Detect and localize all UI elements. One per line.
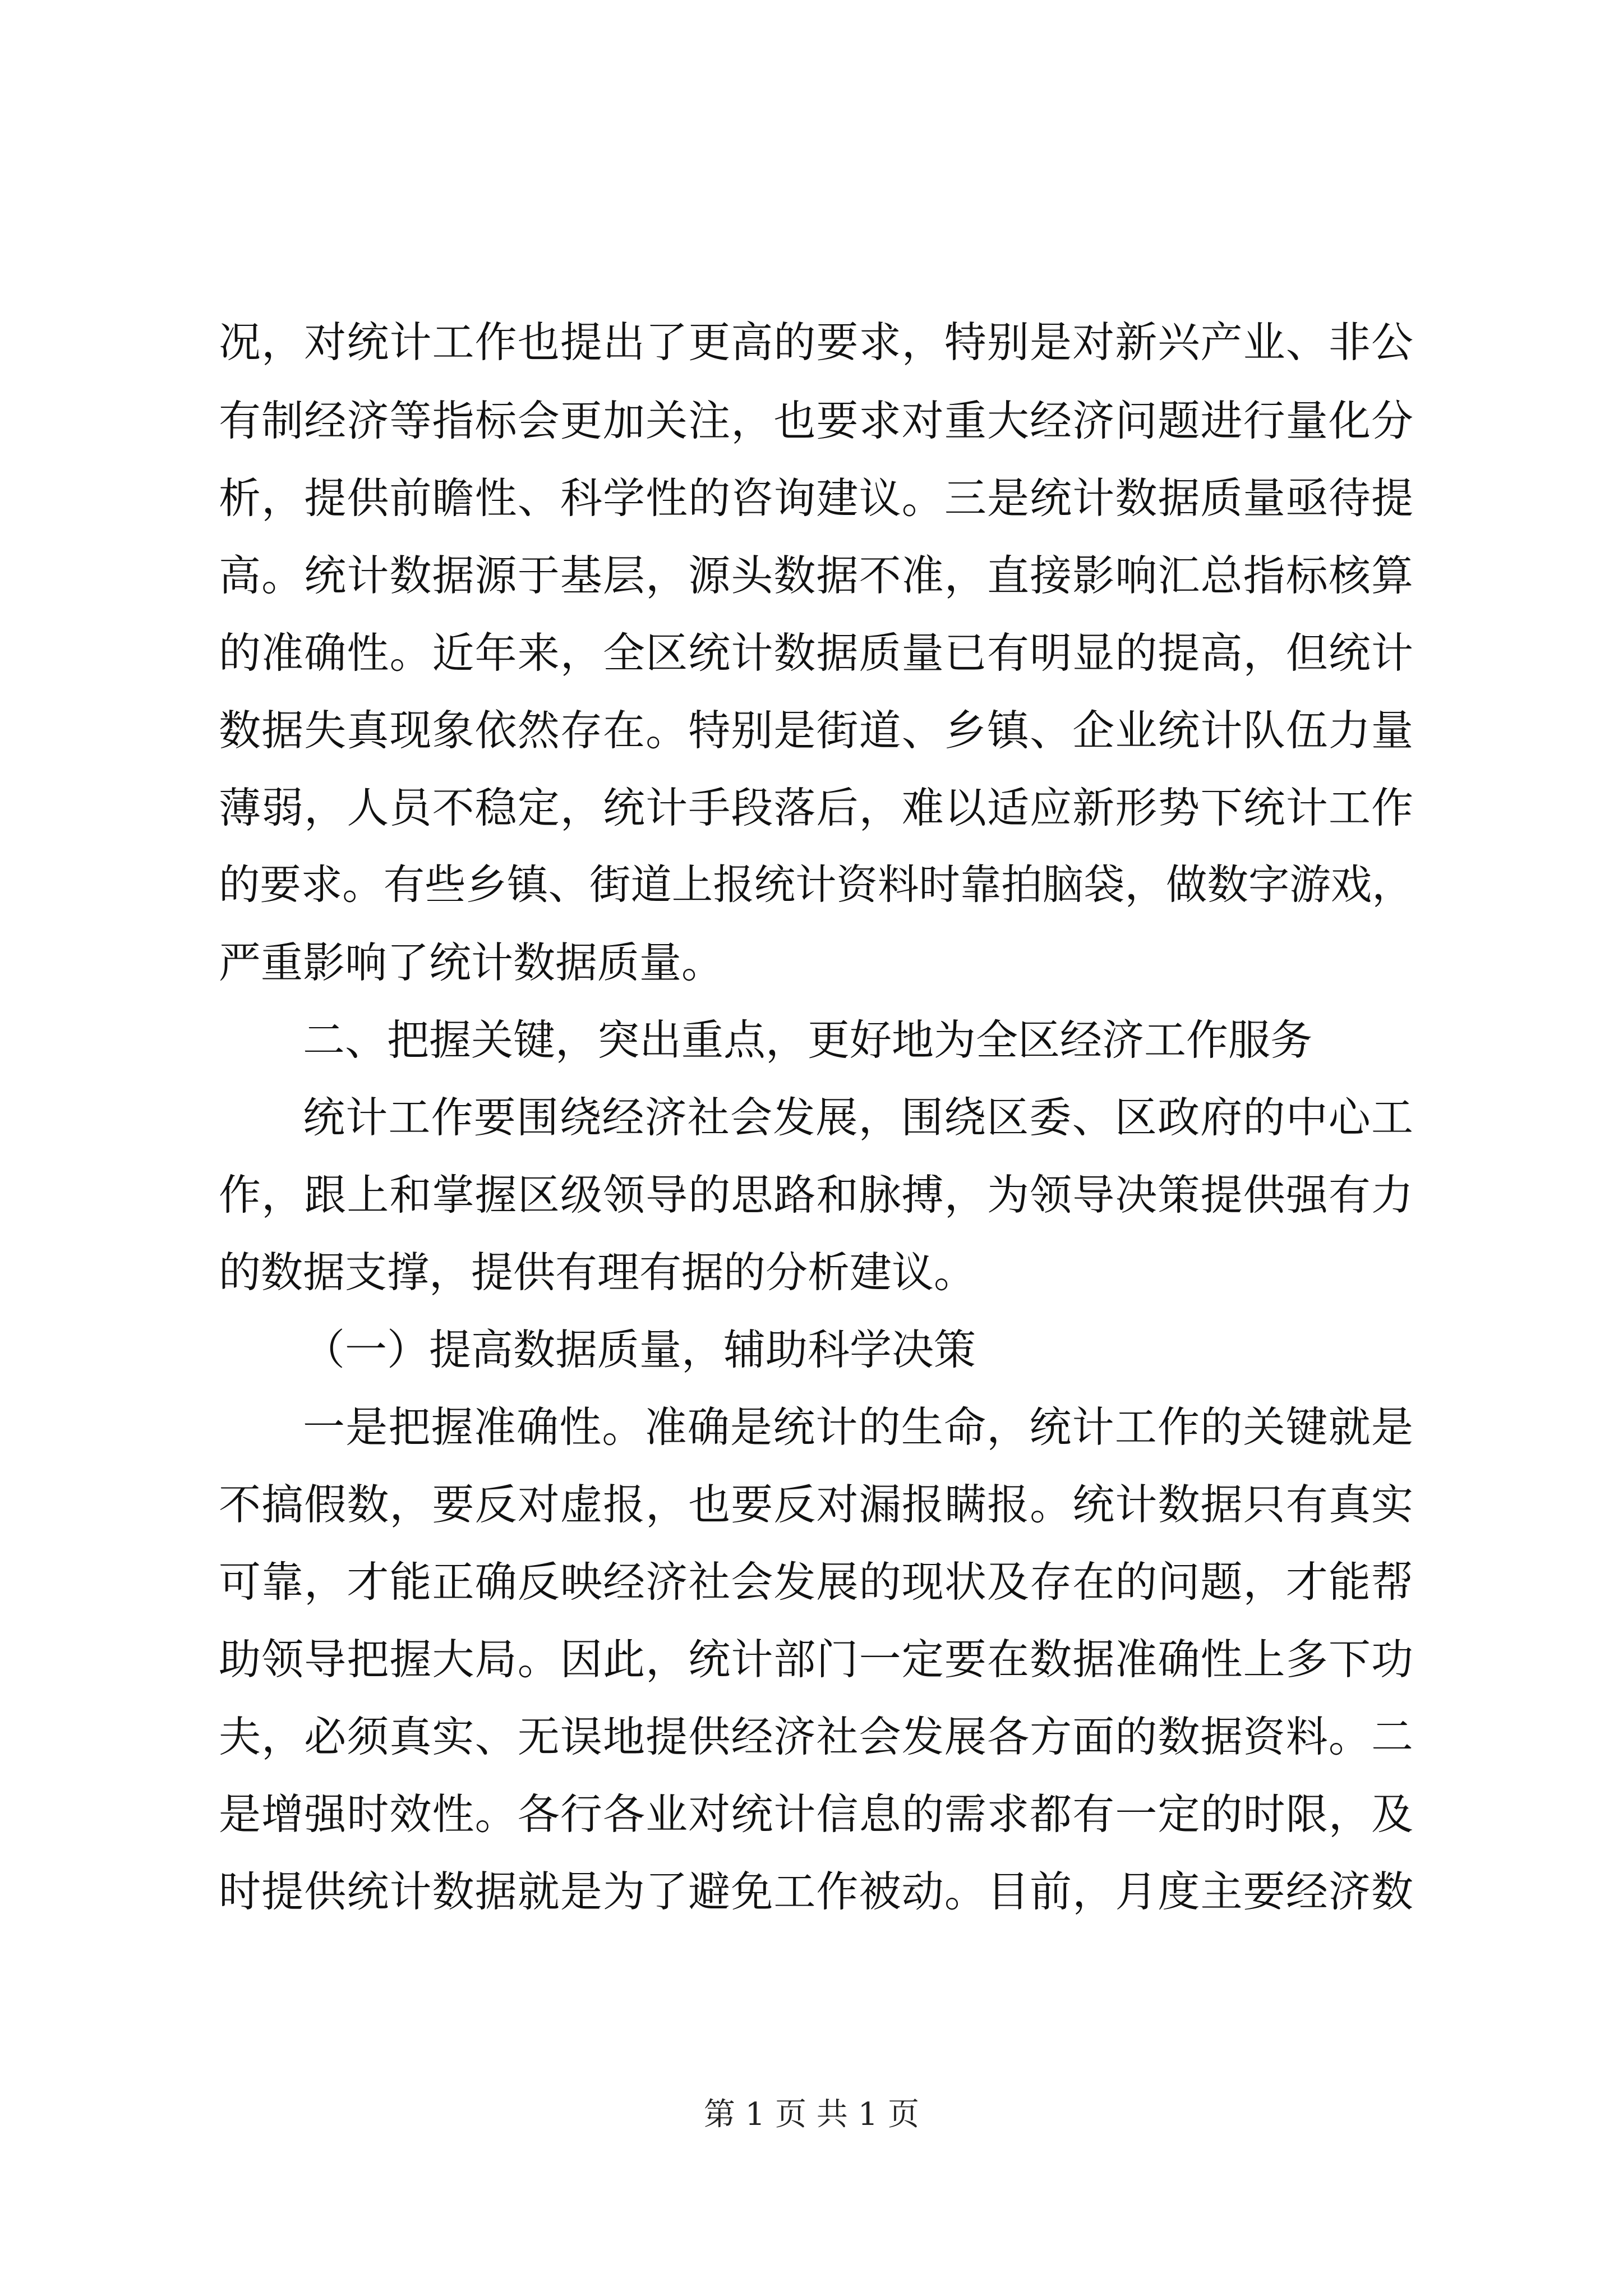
page-footer: 第 1 页 共 1 页	[703, 2096, 920, 2133]
subsection-heading	[0, 1310, 1623, 1389]
text-line-9-content: 严重影响了统计数据质量。	[219, 938, 724, 987]
section-heading	[0, 1001, 1623, 1079]
text-line-21	[0, 1852, 1623, 1931]
text-line-5-content: 的准确性。近年来，全区统计数据质量已有明显的提高，但统计	[219, 628, 1414, 678]
text-line-2-content: 有制经济等指标会更加关注，也要求对重大经济问题进行量化分	[219, 396, 1414, 445]
text-line-20-content: 是增强时效性。各行各业对统计信息的需求都有一定的时限，及	[219, 1789, 1414, 1839]
text-line-16	[0, 1465, 1623, 1544]
text-line-3-content: 析，提供前瞻性、科学性的咨询建议。三是统计数据质量亟待提	[219, 473, 1414, 523]
text-line-5	[0, 614, 1623, 692]
subsection-heading-text: （一）提高数据质量，辅助科学决策	[303, 1325, 976, 1374]
text-line-13-content: 的数据支撑，提供有理有据的分析建议。	[219, 1248, 976, 1297]
text-line-17	[0, 1543, 1623, 1621]
text-line-9	[0, 923, 1623, 1002]
text-line-19	[0, 1697, 1623, 1776]
text-line-4	[0, 536, 1623, 615]
text-line-2	[0, 381, 1623, 460]
text-line-15-content: 一是把握准确性。准确是统计的生命，统计工作的关键就是	[303, 1402, 1414, 1452]
text-line-1	[0, 303, 1623, 381]
text-line-1-content: 况，对统计工作也提出了更高的要求，特别是对新兴产业、非公	[219, 318, 1414, 367]
text-line-3	[0, 459, 1623, 537]
text-line-12	[0, 1156, 1623, 1234]
text-line-4-content: 高。统计数据源于基层，源头数据不准，直接影响汇总指标核算	[219, 551, 1414, 600]
text-line-21-content: 时提供统计数据就是为了避免工作被动。目前，月度主要经济数	[219, 1867, 1414, 1916]
text-line-13	[0, 1233, 1623, 1312]
text-line-16-content: 不搞假数，要反对虚报，也要反对漏报瞒报。统计数据只有真实	[219, 1480, 1414, 1529]
text-line-6	[0, 691, 1623, 770]
text-line-11-content: 统计工作要围绕经济社会发展，围绕区委、区政府的中心工	[303, 1093, 1414, 1142]
section-heading-text: 二、把握关键，突出重点，更好地为全区经济工作服务	[303, 1015, 1313, 1065]
text-line-18	[0, 1620, 1623, 1699]
text-line-20	[0, 1775, 1623, 1853]
text-line-8	[0, 846, 1623, 924]
text-line-7-content: 薄弱，人员不稳定，统计手段落后，难以适应新形势下统计工作	[219, 783, 1414, 832]
text-line-12-content: 作，跟上和掌握区级领导的思路和脉搏，为领导决策提供强有力	[219, 1170, 1414, 1220]
text-line-15	[0, 1388, 1623, 1466]
text-line-17-content: 可靠，才能正确反映经济社会发展的现状及存在的问题，才能帮	[219, 1557, 1414, 1607]
text-line-18-content: 助领导把握大局。因此，统计部门一定要在数据准确性上多下功	[219, 1635, 1414, 1684]
text-line-19-content: 夫，必须真实、无误地提供经济社会发展各方面的数据资料。二	[219, 1712, 1414, 1761]
text-line-7	[0, 769, 1623, 847]
text-line-8-content: 的要求。有些乡镇、街道上报统计资料时靠拍脑袋，做数字游戏，	[219, 861, 1413, 909]
text-line-6-content: 数据失真现象依然存在。特别是街道、乡镇、企业统计队伍力量	[219, 706, 1414, 755]
text-line-11	[0, 1078, 1623, 1157]
